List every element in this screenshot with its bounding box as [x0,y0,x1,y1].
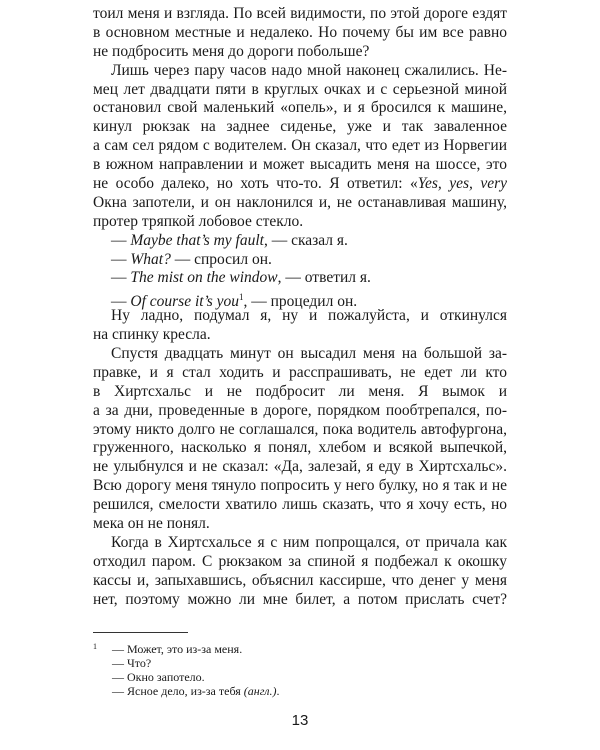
text-segment: Окна запотели, и он наклонился и, не останавливая машину, [93,193,507,211]
footnote-line [93,656,279,670]
text-line [93,194,507,213]
text-line [93,81,507,100]
text-line [93,5,507,24]
text-segment: груженного, насколько я понял, хлебом и всякой выпечкой, [93,439,507,457]
text-segment: в Хиртсхальс и не подбросит ли меня. Я вымок и [93,382,507,400]
footnote-divider [93,632,188,633]
text-segment: правке, и я стал ходить и расспрашивать, не едет ли кто [93,363,507,381]
footnote-reference[interactable]: 1 [239,292,244,303]
text-segment: отходил паром. С рюкзаком за спиной я подбежал к окошку [93,552,507,570]
text-line [93,496,507,515]
text-line [93,24,507,43]
italic-text: What? [130,250,171,268]
text-segment: тоил меня и взгляда. По всей видимости, по этой дороге ездят [93,5,507,22]
text-segment: этому никто долго не соглашался, пока водитель автофургона, [93,420,507,438]
text-segment: не улыбнулся и не сказал: «Да, залезай, я еду в Хиртсхальс». [93,458,507,476]
text-segment: — Что? [112,656,152,670]
text-segment: мека он не понял. [93,515,210,533]
text-line [93,572,507,591]
text-line [93,515,507,534]
text-line [93,421,507,440]
text-segment: — Может, это из-за меня. [112,642,243,656]
text-line [93,345,507,364]
text-segment: — [111,250,131,268]
text-segment: — [111,293,131,311]
text-segment: остановил свой маленький «опель», и я бросился к машине, [93,99,507,117]
text-segment: Всю дорогу меня тянуло попросить у него булку, но я так и не [93,477,507,495]
text-segment: — Ясное дело, из-за тебя [112,684,244,698]
footnote-marker: 1 [93,642,97,651]
text-line [93,402,507,421]
text-segment: на спинку кресла. [93,326,211,344]
text-segment: нет, поэтому можно ли мне билет, а потом прислать счет? [93,590,507,608]
text-line [93,62,507,81]
text-segment: а сам сел рядом с водителем. Он сказал, что едет из Норвегии [93,137,507,155]
text-segment: . [276,684,280,698]
text-segment: в основном местные и недалеко. Но почему бы им все равно [93,23,507,41]
body-text [93,5,507,610]
text-segment: не подбросить меня до дороги побольше? [93,42,370,60]
text-line [93,307,507,326]
text-segment: — [111,269,131,287]
text-line [93,118,507,137]
footnote-line [93,670,279,684]
text-line [93,383,507,402]
footnote-line [93,642,279,656]
italic-text: (англ.) [243,684,277,698]
text-line [93,175,507,194]
text-line [93,364,507,383]
text-segment: — [111,231,131,249]
italic-text: The mist on the window [130,269,278,287]
text-segment: , — ответил я. [277,269,371,287]
text-segment: кинул рюкзак на заднее сиденье, уже и так заваленное [93,118,507,136]
text-segment: мец лет двадцати пяти в круглых очках и с серьезной миной [93,80,507,98]
text-line [93,534,507,553]
italic-text: Of course it’s you [130,293,240,311]
text-line [93,439,507,458]
italic-text: Yes, yes, very [417,175,507,193]
text-segment: решился, смелости хватило лишь сказать, что я хочу есть, но [93,496,507,514]
footnote-line [93,684,279,698]
text-segment: — спросил он. [170,250,272,268]
text-line [93,288,507,311]
text-line [93,326,507,345]
text-line [93,137,507,156]
text-line [93,156,507,175]
text-line [93,553,507,572]
text-line [93,458,507,477]
text-line [93,213,507,232]
text-line [93,269,507,288]
text-segment: а за дни, проведенные в дороге, порядком пообтрепался, по- [93,401,507,419]
text-line [93,232,507,251]
text-segment: протер тряпкой лобовое стекло. [93,212,304,230]
text-segment: Спустя двадцать минут он высадил меня на большой за- [111,345,507,363]
text-line [93,43,507,62]
text-segment: Лишь через пару часов надо мной наконец сжалились. Не- [111,61,507,79]
text-segment: кассы и, запыхавшись, объяснил кассирше, что денег у меня [93,571,507,589]
footnote [93,642,279,698]
italic-text: Maybe that’s my fault [130,231,264,249]
text-segment: Когда в Хиртсхальсе я с ним попрощался, от причала как [111,533,507,551]
text-line [93,591,507,610]
text-line [93,99,507,118]
text-segment: — Окно запотело. [112,670,205,684]
text-line [93,477,507,496]
text-segment: , — процедил он. [243,293,358,311]
text-segment: в южном направлении и может высадить меня на шоссе, это [93,156,507,174]
text-segment: не особо далеко, но хоть что-то. Я ответил: « [93,175,418,193]
text-line [93,251,507,270]
text-segment: Ну ладно, подумал я, ну и пожалуйста, и откинулся [111,307,507,325]
text-segment: , — сказал я. [263,231,348,249]
page-number: 13 [291,712,309,729]
